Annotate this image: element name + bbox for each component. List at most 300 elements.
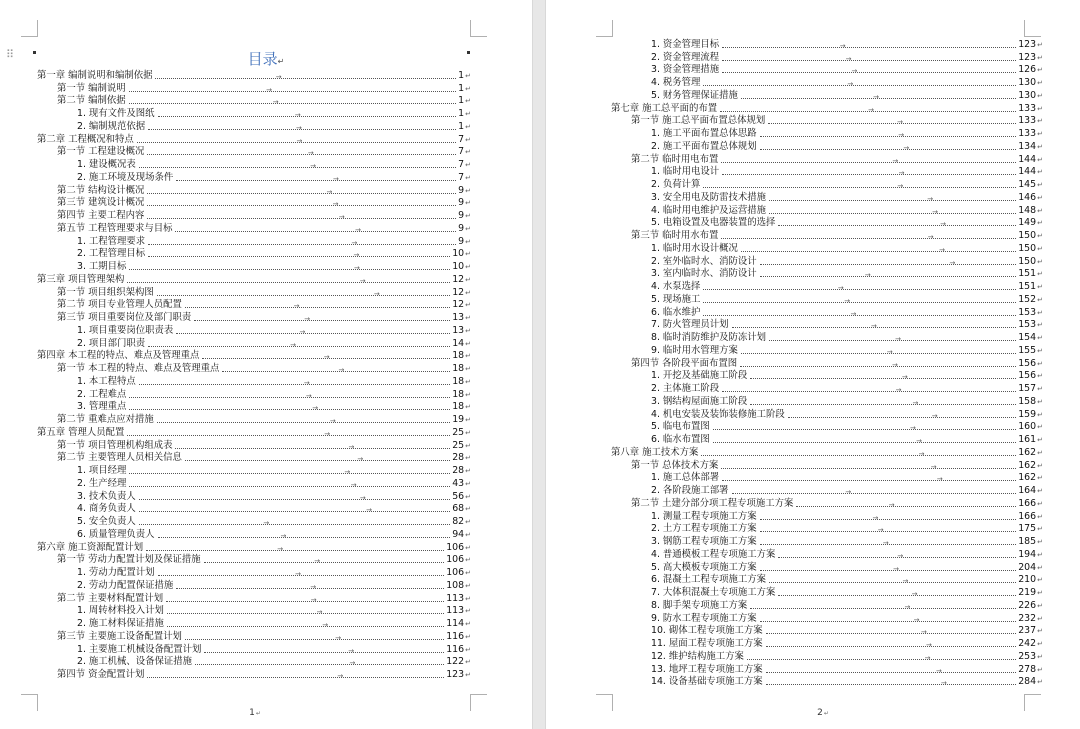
toc-dot-leader [740,360,1016,369]
tab-mark-icon: → [898,131,905,139]
toc-entry-page-number: 157↵ [1018,383,1043,394]
tab-mark-icon: → [891,360,898,369]
toc-dot-leader [137,136,456,145]
toc-entry[interactable] [37,248,471,261]
toc-entry-title: 第二节 临时用电布置 [631,153,719,165]
toc-dot-leader [722,169,1016,178]
toc-entry[interactable] [37,299,471,312]
toc-dot-leader [703,309,1016,318]
paragraph-return-icon: ↵ [465,161,471,169]
tab-mark-icon: → [916,437,922,445]
paragraph-return-icon: ↵ [1037,155,1043,164]
toc-entry[interactable] [37,375,471,388]
toc-entry[interactable] [611,331,1043,344]
toc-entry[interactable] [611,625,1043,638]
toc-dot-leader [760,539,1017,547]
toc-dot-leader [703,296,1016,305]
toc-entry-page-number: 25↵ [452,439,471,451]
toc-entry[interactable] [611,548,1043,561]
toc-entry-page-number: 113↵ [446,592,471,604]
toc-dot-leader [157,289,450,298]
tab-mark-icon: → [932,207,939,216]
toc-dot-leader [185,302,450,311]
toc-entry-title: 5. 电箱设置及电器装置的选择 [651,217,776,229]
toc-entry-title: 2. 负荷计算 [651,179,701,190]
toc-entry-page-number: 154↵ [1018,332,1043,343]
toc-entry-title: 11. 屋面工程专项施工方案 [651,638,763,649]
toc-entry[interactable] [611,76,1043,89]
toc-entry[interactable] [37,490,471,503]
toc-dot-leader [194,315,450,323]
crop-mark-bottom-left [596,694,613,711]
paragraph-return-icon: ↵ [465,671,471,679]
toc-entry-title: 3. 资金管理措施 [651,64,720,76]
paragraph-return-icon: ↵ [1037,257,1043,266]
toc-entry[interactable] [37,617,471,630]
page-gap [532,0,546,729]
toc-entry-title: 第三节 主要施工设备配置计划 [57,630,182,642]
toc-entry[interactable] [37,528,471,541]
toc-entry-title: 第四章 本工程的特点、难点及管理重点 [37,350,200,362]
toc-entry[interactable] [611,178,1043,191]
toc-entry-title: 6. 临水维护 [651,306,701,318]
toc-entry-page-number: 114↵ [446,618,471,629]
crop-mark-top-left [21,20,38,37]
paragraph-return-icon: ↵ [1037,168,1043,177]
toc-entry[interactable] [37,107,471,120]
toc-entry[interactable] [611,102,1043,115]
toc-entry-title: 5. 现场施工 [651,293,701,305]
tab-mark-icon: → [357,455,364,464]
toc-entry[interactable] [37,439,471,452]
toc-entry-title: 6. 质量管理负责人 [77,528,155,540]
tab-mark-icon: → [924,653,931,662]
toc-entry[interactable] [611,38,1043,51]
toc-dot-leader [222,366,450,374]
toc-dot-leader [148,340,450,349]
toc-entry[interactable] [611,127,1043,140]
toc-entry-title: 第二章 工程概况和特点 [37,133,134,145]
toc-entry[interactable] [37,413,471,426]
toc-entry[interactable] [37,464,471,477]
toc-entry-page-number: 130↵ [1018,89,1043,101]
toc-entry-page-number: 9↵ [458,235,471,247]
paragraph-return-icon: ↵ [465,314,471,322]
tab-mark-icon: → [839,41,846,50]
toc-entry[interactable] [611,280,1043,293]
paragraph-return-icon: ↵ [1037,614,1043,623]
toc-entry-title: 第一节 项目管理机构组成表 [57,439,173,451]
toc-entry[interactable] [611,395,1043,408]
toc-dot-leader [722,386,1016,394]
paragraph-return-icon: ↵ [465,135,471,144]
toc-dot-leader [703,182,1016,190]
toc-entry[interactable] [611,306,1043,319]
toc-entry[interactable] [37,656,471,669]
toc-entry-title: 第二节 主要管理人员相关信息 [57,452,182,464]
paragraph-return-icon: ↵ [465,518,471,526]
paragraph-return-icon: ↵ [1037,66,1043,75]
paragraph-return-icon: ↵ [1037,193,1043,202]
paragraph-return-icon: ↵ [465,288,471,297]
toc-entry-title: 3. 安全用电及防雷技术措施 [651,191,767,203]
toc-entry-title: 第一节 劳动力配置计划及保证措施 [57,554,201,566]
tab-mark-icon: → [845,54,852,63]
toc-entry-title: 第三节 建筑设计概况 [57,197,145,209]
toc-entry-page-number: 161↵ [1018,434,1043,445]
toc-entry[interactable] [611,242,1043,255]
toc-entry-title: 3. 室内临时水、消防设计 [651,268,757,280]
toc-entry[interactable] [611,51,1043,64]
toc-dot-leader [147,149,456,158]
tab-mark-icon: → [930,462,937,471]
toc-entry[interactable] [37,503,471,516]
paragraph-return-icon: ↵ [1037,448,1043,457]
toc-entry-page-number: 130↵ [1018,77,1043,88]
paragraph-return-icon: ↵ [465,365,471,373]
toc-title: 目录↵ [247,50,285,68]
tab-mark-icon: → [304,315,311,323]
toc-entry-page-number: 13↵ [452,324,471,336]
toc-dot-leader [175,442,450,451]
toc-entry-page-number: 145↵ [1018,179,1043,190]
toc-entry-title: 2. 室外临时水、消防设计 [651,255,757,267]
toc-entry[interactable] [37,209,471,222]
toc-entry[interactable] [611,535,1043,548]
tab-mark-icon: → [299,327,306,336]
toc-entry-title: 7. 大体积混凝土专项施工方案 [651,587,776,598]
toc-entry-page-number: 1↵ [458,108,471,119]
toc-entry[interactable] [611,191,1043,204]
toc-entry[interactable] [611,293,1043,306]
paragraph-return-icon: ↵ [1037,79,1043,87]
toc-entry[interactable] [611,140,1043,153]
toc-entry-title: 第一节 本工程的特点、难点及管理重点 [57,363,220,374]
toc-entry-title: 第三章 项目管理架构 [37,273,125,285]
toc-entry[interactable] [611,561,1043,574]
paragraph-return-icon: ↵ [465,505,471,514]
toc-entry[interactable] [37,605,471,618]
toc-entry-title: 1. 工程管理要求 [77,235,146,247]
toc-entry-title: 1. 劳动力配置计划 [77,567,155,578]
toc-entry[interactable] [611,612,1043,625]
toc-entry[interactable] [37,146,471,159]
toc-entry-page-number: 9↵ [458,222,471,234]
tab-mark-icon: → [310,595,317,604]
toc-entry-title: 第二节 主要材料配置计划 [57,592,164,604]
tab-mark-icon: → [873,92,879,101]
toc-entry[interactable] [37,311,471,324]
toc-dot-leader [732,322,1017,331]
tab-mark-icon: → [333,174,339,183]
toc-entry[interactable] [611,663,1043,676]
tab-mark-icon: → [314,557,321,566]
toc-dot-leader [760,564,1017,573]
crop-mark-bottom-left [21,694,38,711]
toc-entry[interactable] [37,401,471,414]
toc-entry[interactable] [37,426,471,439]
toc-entry[interactable] [611,204,1043,217]
toc-entry-page-number: 242↵ [1018,638,1043,649]
toc-entry[interactable] [37,197,471,210]
toc-dot-leader [195,659,444,668]
toc-entry[interactable] [611,472,1043,485]
paragraph-return-icon: ↵ [465,428,471,437]
paragraph-return-icon: ↵ [1037,563,1043,572]
paragraph-return-icon: ↵ [1037,270,1043,279]
toc-entry[interactable] [611,484,1043,497]
toc-entry[interactable] [611,523,1043,536]
toc-entry[interactable] [611,599,1043,612]
toc-entry[interactable] [611,268,1043,281]
toc-entry-title: 5. 高大模板专项施工方案 [651,561,757,573]
toc-entry[interactable] [611,319,1043,332]
toc-entry[interactable] [611,229,1043,242]
toc-entry-page-number: 9↵ [458,197,471,209]
toc-entry-page-number: 1↵ [458,82,471,94]
tab-mark-icon: → [355,225,361,234]
toc-entry[interactable] [37,566,471,579]
toc-entry-page-number: 148↵ [1018,204,1043,216]
tab-mark-icon: → [351,238,358,247]
toc-entry[interactable] [611,217,1043,230]
tab-mark-icon: → [312,404,319,413]
toc-entry-title: 4. 税务管理 [651,77,701,88]
toc-entry[interactable] [611,676,1043,689]
toc-entry-page-number: 133↵ [1018,102,1043,114]
toc-entry[interactable] [611,586,1043,599]
paragraph-return-icon: ↵ [1037,576,1043,585]
toc-entry-title: 2. 工程难点 [77,388,127,400]
toc-entry[interactable] [611,357,1043,370]
tab-mark-icon: → [895,335,901,343]
crop-mark-top-right [470,20,487,37]
toc-entry[interactable] [611,89,1043,102]
toc-entry-title: 第二节 项目专业管理人员配置 [57,299,182,311]
toc-entry[interactable] [37,579,471,592]
toc-entry-page-number: 123↵ [1018,38,1043,50]
toc-entry-page-number: 162↵ [1018,472,1043,484]
toc-entry[interactable] [611,650,1043,663]
toc-entry[interactable] [37,668,471,681]
toc-dot-leader [202,353,450,362]
toc-entry-title: 8. 脚手架专项施工方案 [651,599,748,611]
toc-dot-leader [139,506,450,515]
toc-entry[interactable] [611,344,1043,357]
toc-dot-leader [750,373,1016,382]
toc-dot-leader [769,194,1016,203]
paragraph-return-icon: ↵ [465,377,471,386]
paragraph-return-icon: ↵ [1037,181,1043,189]
toc-list-page-1 [37,69,471,681]
toc-entry-title: 第四节 资金配置计划 [57,669,145,680]
toc-entry[interactable] [37,350,471,363]
toc-entry[interactable] [611,510,1043,523]
toc-dot-leader [166,595,444,604]
toc-dot-leader [139,519,450,527]
toc-entry-title: 2. 编制规范依据 [77,120,146,132]
paragraph-return-icon: ↵ [465,173,471,182]
tab-mark-icon: → [296,136,303,145]
toc-entry[interactable] [37,273,471,286]
toc-entry[interactable] [611,382,1043,395]
toc-dot-leader [766,679,1017,688]
toc-entry-page-number: 155↵ [1018,344,1043,356]
toc-entry[interactable] [37,222,471,235]
toc-dot-leader [722,41,1016,50]
toc-entry-page-number: 106↵ [446,554,471,566]
paragraph-return-icon: ↵ [465,224,471,233]
paragraph-return-icon: ↵ [465,645,471,654]
tab-mark-icon: → [918,449,925,458]
toc-entry[interactable] [37,120,471,133]
toc-entry[interactable] [611,408,1043,421]
toc-entry[interactable] [37,286,471,299]
toc-entry-page-number: 156↵ [1018,357,1043,369]
toc-entry-title: 3. 钢结构屋面施工阶段 [651,395,748,407]
toc-entry-title: 第一章 编制说明和编制依据 [37,69,153,81]
toc-entry-page-number: 108↵ [446,579,471,591]
toc-entry[interactable] [611,446,1043,459]
toc-entry-title: 第三节 临时用水布置 [631,230,719,241]
toc-entry-title: 1. 建设概况表 [77,159,136,170]
tab-mark-icon: → [893,564,899,573]
toc-dot-leader [721,462,1016,471]
toc-entry[interactable] [37,133,471,146]
toc-entry[interactable] [37,541,471,554]
toc-entry[interactable] [37,260,471,273]
toc-entry-page-number: 185↵ [1018,536,1043,547]
toc-entry-page-number: 152↵ [1018,293,1043,305]
toc-entry[interactable] [611,370,1043,383]
toc-entry-page-number: 150↵ [1018,255,1043,267]
tab-mark-icon: → [294,111,301,119]
paragraph-return-icon: ↵ [465,352,471,361]
paragraph-return-icon: ↵ [465,454,471,463]
toc-entry[interactable] [37,171,471,184]
toc-entry-page-number: 18↵ [452,350,471,362]
toc-entry-title: 1. 主要施工机械设备配置计划 [77,643,202,655]
toc-entry-title: 2. 施工材料保证措施 [77,618,164,629]
toc-entry-page-number: 153↵ [1018,319,1043,331]
toc-entry[interactable] [611,64,1043,77]
toc-entry-page-number: 144↵ [1018,166,1043,178]
tab-mark-icon: → [901,373,908,382]
tab-mark-icon: → [897,182,904,190]
toc-entry-page-number: 68↵ [452,503,471,515]
paragraph-return-icon: ↵ [1037,308,1043,317]
tab-mark-icon: → [904,602,911,611]
toc-entry-title: 第一节 编制说明 [57,82,126,94]
toc-entry-page-number: 18↵ [452,363,471,374]
toc-entry-page-number: 116↵ [446,630,471,642]
toc-dot-leader [129,404,450,413]
toc-entry[interactable] [611,421,1043,434]
toc-entry[interactable] [37,515,471,528]
toc-dot-leader [722,67,1016,76]
toc-entry[interactable] [37,82,471,95]
toc-entry-page-number: 126↵ [1018,64,1043,76]
tab-mark-icon: → [927,194,934,203]
toc-entry-title: 9. 临时用水管理方案 [651,344,738,356]
toc-entry[interactable] [611,574,1043,587]
toc-entry[interactable] [37,69,471,82]
toc-entry[interactable] [37,388,471,401]
toc-entry-page-number: 146↵ [1018,191,1043,203]
toc-entry[interactable] [611,637,1043,650]
paragraph-return-icon: ↵ [465,403,471,412]
toc-entry[interactable] [37,643,471,656]
toc-dot-leader [750,602,1016,611]
toc-entry[interactable] [611,433,1043,446]
toc-entry[interactable] [611,153,1043,166]
paragraph-return-icon: ↵ [1037,206,1043,215]
tab-mark-icon: → [366,506,372,515]
toc-entry[interactable] [37,184,471,197]
toc-entry[interactable] [37,362,471,375]
paragraph-return-icon: ↵ [1037,219,1043,228]
toc-dot-leader [167,608,444,617]
toc-entry-title: 第一节 总体技术方案 [631,459,719,471]
toc-entry-title: 6. 混凝土工程专项施工方案 [651,574,767,586]
toc-entry-page-number: 162↵ [1018,446,1043,458]
tab-mark-icon: → [913,615,920,624]
toc-entry[interactable] [37,235,471,248]
toc-entry[interactable] [37,324,471,337]
table-move-handle-icon[interactable]: ⠿ [6,48,14,61]
toc-entry-title: 第一节 工程建设概况 [57,146,145,158]
toc-entry-title: 14. 设备基础专项施工方案 [651,676,763,688]
paragraph-return-icon: ↵ [1037,40,1043,49]
toc-entry[interactable] [37,592,471,605]
toc-entry[interactable] [611,166,1043,179]
toc-dot-leader [703,80,1016,88]
tab-mark-icon: → [322,621,329,629]
toc-entry-title: 4. 商务负责人 [77,503,136,515]
toc-entry[interactable] [37,452,471,465]
toc-entry-page-number: 113↵ [446,605,471,617]
toc-entry[interactable] [611,255,1043,268]
toc-dot-leader [722,54,1016,63]
toc-entry-title: 第五章 管理人员配置 [37,426,125,438]
paragraph-return-icon: ↵ [1037,601,1043,610]
toc-entry[interactable] [37,95,471,108]
tab-mark-icon: → [337,672,344,680]
toc-entry[interactable] [37,158,471,171]
toc-entry-page-number: 123↵ [1018,51,1043,63]
paragraph-return-icon: ↵ [465,632,471,641]
paragraph-return-icon: ↵ [1037,499,1043,508]
toc-entry-page-number: 166↵ [1018,510,1043,522]
toc-entry[interactable] [37,477,471,490]
paragraph-return-icon: ↵ [1037,461,1043,470]
toc-entry[interactable] [37,630,471,643]
toc-entry-title: 第七章 施工总平面的布置 [611,102,718,114]
toc-entry[interactable] [611,115,1043,128]
toc-entry-page-number: 166↵ [1018,497,1043,509]
toc-entry-title: 5. 临电布置图 [651,421,710,433]
toc-entry[interactable] [37,337,471,350]
toc-entry-title: 12. 维护结构施工方案 [651,650,744,662]
tab-mark-icon: → [316,608,323,617]
toc-entry[interactable] [37,554,471,567]
toc-entry[interactable] [611,497,1043,510]
toc-entry[interactable] [611,459,1043,472]
toc-dot-leader [778,590,1016,598]
toc-entry-page-number: 284↵ [1018,676,1043,688]
toc-entry-title: 13. 地坪工程专项施工方案 [651,663,763,675]
toc-entry-page-number: 204↵ [1018,561,1043,573]
